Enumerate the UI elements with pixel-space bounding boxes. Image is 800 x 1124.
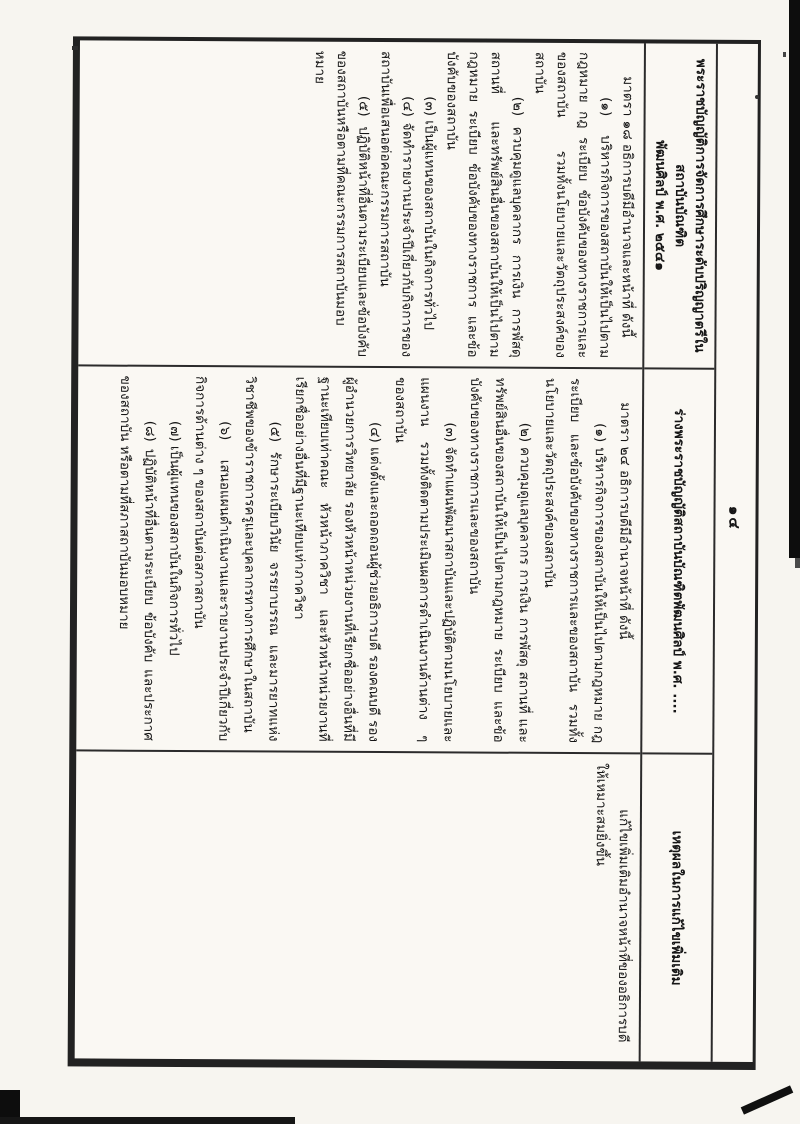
- section24-item-3: (๓) จัดทำแผนพัฒนาสถาบันและปฏิบัติตามนโยบายและแผนงาน รวมทั้งติดตามประเมินผลการดำเนินงานด้านต่าง ๆ ของสถาบัน: [391, 377, 458, 743]
- table-body-row: [75, 40, 644, 1061]
- cell-draft-act-section24: [76, 366, 642, 754]
- section24-heading: มาตรา ๒๔ อธิการบดีมีอำนาจหน้าที่ ดังนี้: [615, 402, 634, 640]
- header-draft-act-line1: ร่างพระราชบัญญัติสถาบันบัณฑิตพัฒนศิลป์ พ.ศ. ....: [669, 408, 688, 714]
- page-number: ๑๔: [725, 505, 744, 531]
- section24-item-7: (๗) เป็นผู้แทนของสถาบันในกิจการทั่วไป: [165, 420, 183, 656]
- section18-item-4: (๔) จัดทำรายงานประจำปีเกี่ยวกับกิจการของสถาบันเพื่อเสนอต่อคณะกรรมการสถาบัน: [376, 50, 416, 358]
- scan-speck: [755, 95, 759, 99]
- scan-edge-shadow-right: [789, 0, 800, 558]
- section18-item-3: (๓) เป็นผู้แทนของสถาบันในกิจการทั่วไป: [420, 96, 438, 330]
- section24-item-6: (๖) เสนอแผนดำเนินงานและรายงานประจำปีเกี่ยวกับกิจการด้านต่าง ๆ ของสถาบันต่อสภาสถาบัน: [190, 376, 233, 742]
- comparison-table-sheet: [68, 36, 761, 1070]
- section24-item-1: (๑) บริหารกิจการของสถาบันให้เป็นไปตามกฎหมาย กฎ ระเบียบ และข้อบังคับของทางราชการและของสถาบัน รวมทั้งนโยบายและวัตถุประสงค์ของสถาบัน: [541, 377, 608, 744]
- section18-heading: มาตรา ๑๘ อธิการบดีมีอำนาจและหน้าที่ ดังนี้: [618, 76, 636, 338]
- section18-item-5: (๕) ปฏิบัติหน้าที่อื่นตามระเบียบและข้อบังคับของสถาบันหรือตามที่คณะกรรมการสถาบันมอบหมาย: [311, 50, 372, 357]
- header-amendment-reason-line1: เหตุผลในการแก้ไขเพิ่มเติม: [668, 830, 685, 986]
- scan-mark-bottom-right: [741, 1085, 794, 1114]
- header-current-act-line2: พัฒนศิลป์ พ.ศ. ๒๕๔๑: [651, 140, 669, 271]
- cell-current-act-section18: [78, 40, 644, 369]
- table-header-row: [639, 43, 716, 1061]
- scan-speck: [72, 46, 78, 50]
- cell-amendment-reason: [75, 751, 641, 1061]
- section24-item-2: (๒) ควบคุมดูแลบุคลากร การเงิน การพัสดุ สถานที่ และทรัพย์สินอื่นของสถาบันให้เป็นไปตามกฎหมาย ระเบียบ และข้อบังคับของทางราชการและของสถาบัน: [466, 377, 533, 743]
- scan-speck: [783, 52, 786, 57]
- section24-item-8: (๘) ปฏิบัติหน้าที่อื่นตามระเบียบ ข้อบังคับ และประกาศของสถาบัน หรือตามที่สภาสถาบันมอบหมาย: [115, 375, 158, 741]
- header-current-act: [644, 43, 716, 369]
- amendment-reason-text: แก้ไขเพิ่มเติมอำนาจหน้าที่ของอธิการบดีให้เหมาะสมยิ่งขึ้น: [592, 763, 632, 1043]
- section24-item-4: (๔) แต่งตั้งและถอดถอนผู้ช่วยอธิการบดี รองคณบดี รองผู้อำนวยการวิทยาลัย รองหัวหน้าหน่วยงานที่เรียกชื่ออย่างอื่นที่มีฐานะเทียบเท่าคณะ หัวหน้าภาควิชา และหัวหน้าหน่วยงานที่เรียกชื่ออย่างอื่นที่มีฐานะเทียบเท่าภาควิชา: [290, 376, 383, 743]
- header-current-act-line1: พระราชบัญญัติการจัดการศึกษาระดับปริญญาตรีในสถาบันบัณฑิต: [671, 58, 709, 353]
- header-draft-act: [642, 369, 714, 754]
- scan-edge-shadow-right-fade: [795, 558, 800, 568]
- table-top-margin: [711, 44, 758, 1062]
- section18-item-1: (๑) บริหารกิจการของสถาบันให้เป็นไปตามกฎหมาย กฎ ระเบียบ ข้อบังคับของทางราชการและของสถาบัน รวมทั้งนโยบายและวัตถุประสงค์ของสถาบัน: [531, 51, 614, 359]
- section18-item-2: (๒) ควบคุมดูแลบุคลากร การเงิน การพัสดุ สถานที่ และทรัพย์สินอื่นของสถาบันให้เป็นไปตามกฎหมาย ระเบียบ ข้อบังคับของทางราชการ และข้อบังคับของสถาบัน: [443, 51, 526, 358]
- section24-item-5: (๕) รักษาระเบียบวินัย จรรยาบรรณ และมารยาทแห่งวิชาชีพของข้าราชการครูและบุคลากรทางการศึกษาในสถาบัน: [240, 376, 283, 742]
- scan-edge-shadow-bottom: [0, 1117, 295, 1124]
- header-amendment-reason: [641, 754, 713, 1061]
